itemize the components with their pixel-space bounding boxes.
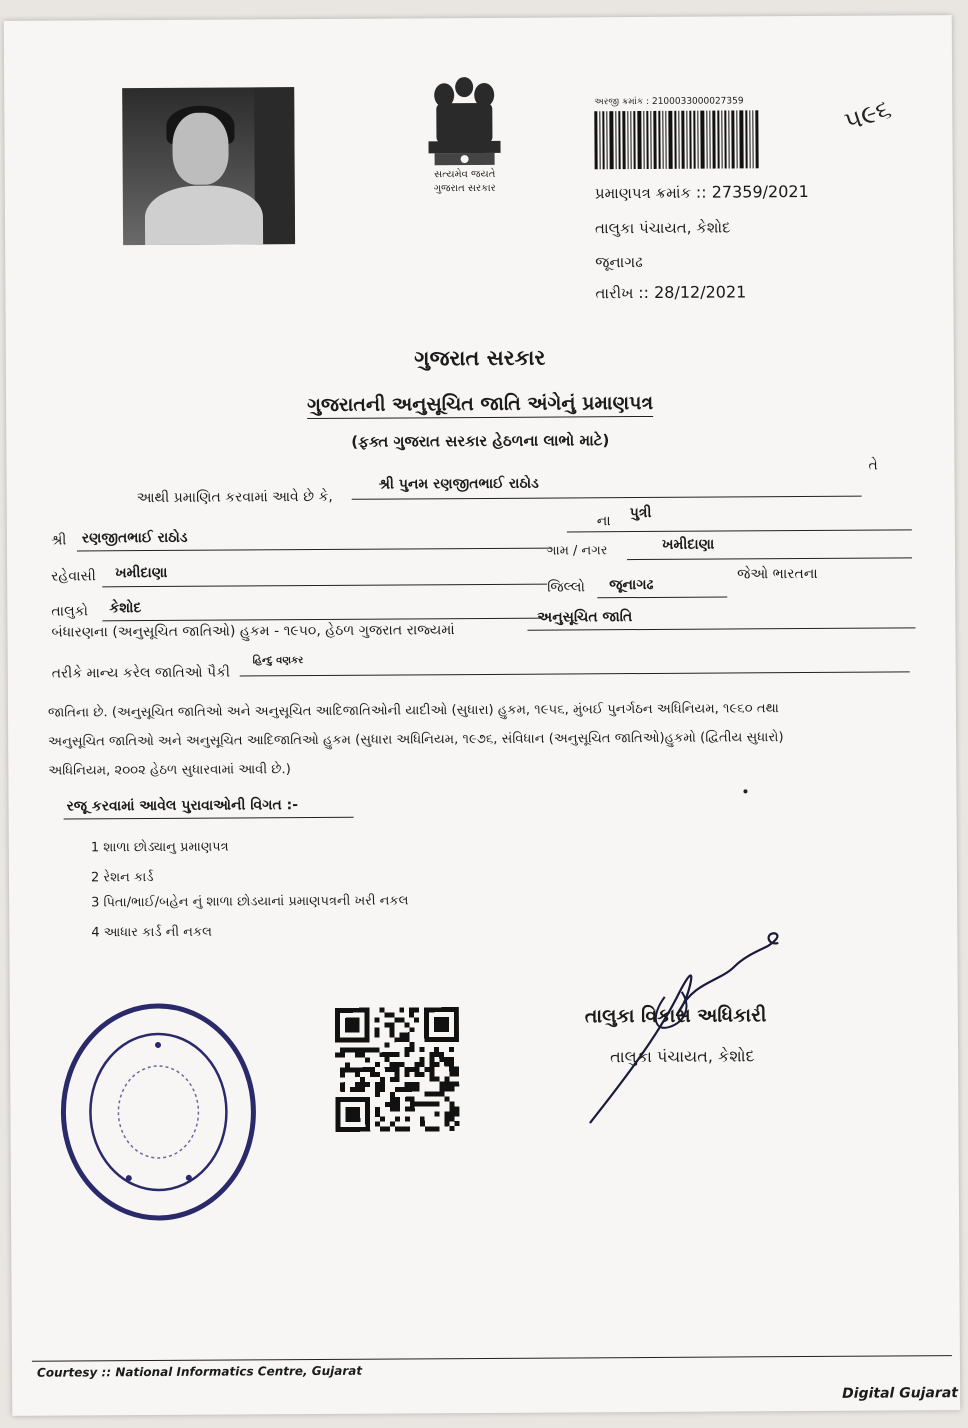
qr-code xyxy=(335,1006,460,1133)
officer-office: તાલુકા પંચાયત, કેશોદ xyxy=(610,1046,755,1067)
taluka-label: તાલુકો xyxy=(51,603,89,620)
document-item: 4 આધાર કાર્ડ ની નકલ xyxy=(91,924,213,941)
certificate-note: (ફક્ત ગુજરાત સરકાર હેઠળના લાભો માટે) xyxy=(351,431,610,451)
emblem-motto: સત્યમેવ જયતે xyxy=(434,168,496,181)
paragraph-line-2: અનુસૂચિત જાતિઓ અને અનુસૂચિત આદિજાતિઓ હુકમ (સુધારા અધિનિયમ, ૧૯૭૬, સંવિધાન (અનુસૂચિત જાતિઓ)હુકમો (દ્વિતીય સુધારો) xyxy=(48,730,784,750)
footer-divider xyxy=(32,1355,952,1362)
certificate-number: :: 27359/2021 xyxy=(695,181,809,202)
digital-gujarat-brand: Digital Gujarat xyxy=(842,1385,959,1402)
government-title: ગુજરાત સરકાર xyxy=(414,345,546,371)
barcode xyxy=(594,110,799,169)
village-name: ખમીદાણા xyxy=(661,536,715,553)
emblem-caption xyxy=(405,168,525,197)
certificate-number-row xyxy=(595,182,809,202)
district-name: જૂનાગઢ xyxy=(595,253,643,272)
document-item: 3 પિતા/ભાઈ/બહેન નું શાળા છોડયાનાં પ્રમાણપત્રની ખરી નકલ xyxy=(91,893,409,911)
relation: પુત્રી xyxy=(629,504,652,522)
legal-paragraph xyxy=(48,693,919,785)
district-value: જૂનાગઢ xyxy=(609,576,654,594)
category-value: અનુસૂચિત જાતિ xyxy=(537,609,633,626)
office-seal-icon xyxy=(58,999,259,1225)
applicant-photo xyxy=(122,87,295,245)
document-item: 2 રેશન કાર્ડ xyxy=(90,870,154,886)
documents-heading: રજૂ કરવામાં આવેલ પુરાવાઓની વિગત :- xyxy=(66,797,299,815)
father-name: રણજીતભાઈ રાઠોડ xyxy=(81,529,188,547)
certificate-title-text: ગુજરાતની અનુસૂચિત જાતિ અંગેનું પ્રમાણપત્ર xyxy=(307,392,653,419)
officer-designation: તાલુકા વિકાસ અધિકારી xyxy=(584,1004,767,1028)
order-text: બંધારણના (અનુસૂચિત જાતિઓ) હુકમ - ૧૯૫૦, હેઠળ ગુજરાત રાજ્યમાં xyxy=(51,622,455,641)
paragraph-line-1: જાતિના છે. (અનુસૂચિત જાતિઓ અને અનુસૂચિત આદિજાતિઓની યાદીઓ (સુધારા) હુકમ, ૧૯૫૬, મુંબઈ પુનર્ગઠન અધિનિયમ, ૧૯૬૦ તથા xyxy=(47,701,779,721)
certify-text: આથી પ્રમાણિત કરવામાં આવે છે કે, xyxy=(136,488,333,507)
courtesy-text: Courtesy :: National Informatics Centre, Gujarat xyxy=(36,1363,363,1380)
applicant-name: શ્રી પુનમ રણજીતભાઈ રાઠોડ xyxy=(378,475,539,493)
india-text: જેઓ ભારતના xyxy=(737,565,818,583)
office-name: તાલુકા પંચાયત, કેશોદ xyxy=(594,218,731,238)
emblem-government: ગુજરાત સરકાર xyxy=(433,182,496,195)
paragraph-line-3: અધિનિયમ, ૨૦૦૨ હેઠળ સુધારવામાં આવી છે.) xyxy=(48,762,291,779)
application-number: અરજી ક્રમાંક : 2100033000027359 xyxy=(594,96,744,108)
certificate-title xyxy=(6,390,954,418)
certificate-sheet xyxy=(4,15,961,1416)
date-label: તારીખ xyxy=(595,284,634,303)
handwritten-number: ૫૯૬ xyxy=(840,94,895,138)
document-item: 1 શાળા છોડ્યાનુ પ્રમાણપત્ર xyxy=(90,839,229,856)
resident-name: ખમીદાણા xyxy=(115,564,168,582)
recognized-text: તરીકે માન્ય કરેલ જાતિઓ પૈકી xyxy=(51,664,231,682)
te-text: તે xyxy=(868,457,878,474)
caste-value: હિન્દુ વણકર xyxy=(252,655,304,667)
na-text: ના xyxy=(596,513,611,530)
date-row xyxy=(595,282,746,302)
village-label: ગામ / નગર xyxy=(546,543,608,559)
officer-signature xyxy=(569,921,800,1137)
stray-dot xyxy=(743,789,747,793)
shri-label: શ્રી xyxy=(50,532,67,549)
district-label: જિલ્લો xyxy=(547,579,586,596)
certificate-date: :: 28/12/2021 xyxy=(638,282,747,303)
certificate-number-label: પ્રમાણપત્ર ક્રમાંક xyxy=(594,183,692,203)
resident-label: રહેવાસી xyxy=(51,568,96,585)
taluka-value: કેશોદ xyxy=(109,600,142,617)
